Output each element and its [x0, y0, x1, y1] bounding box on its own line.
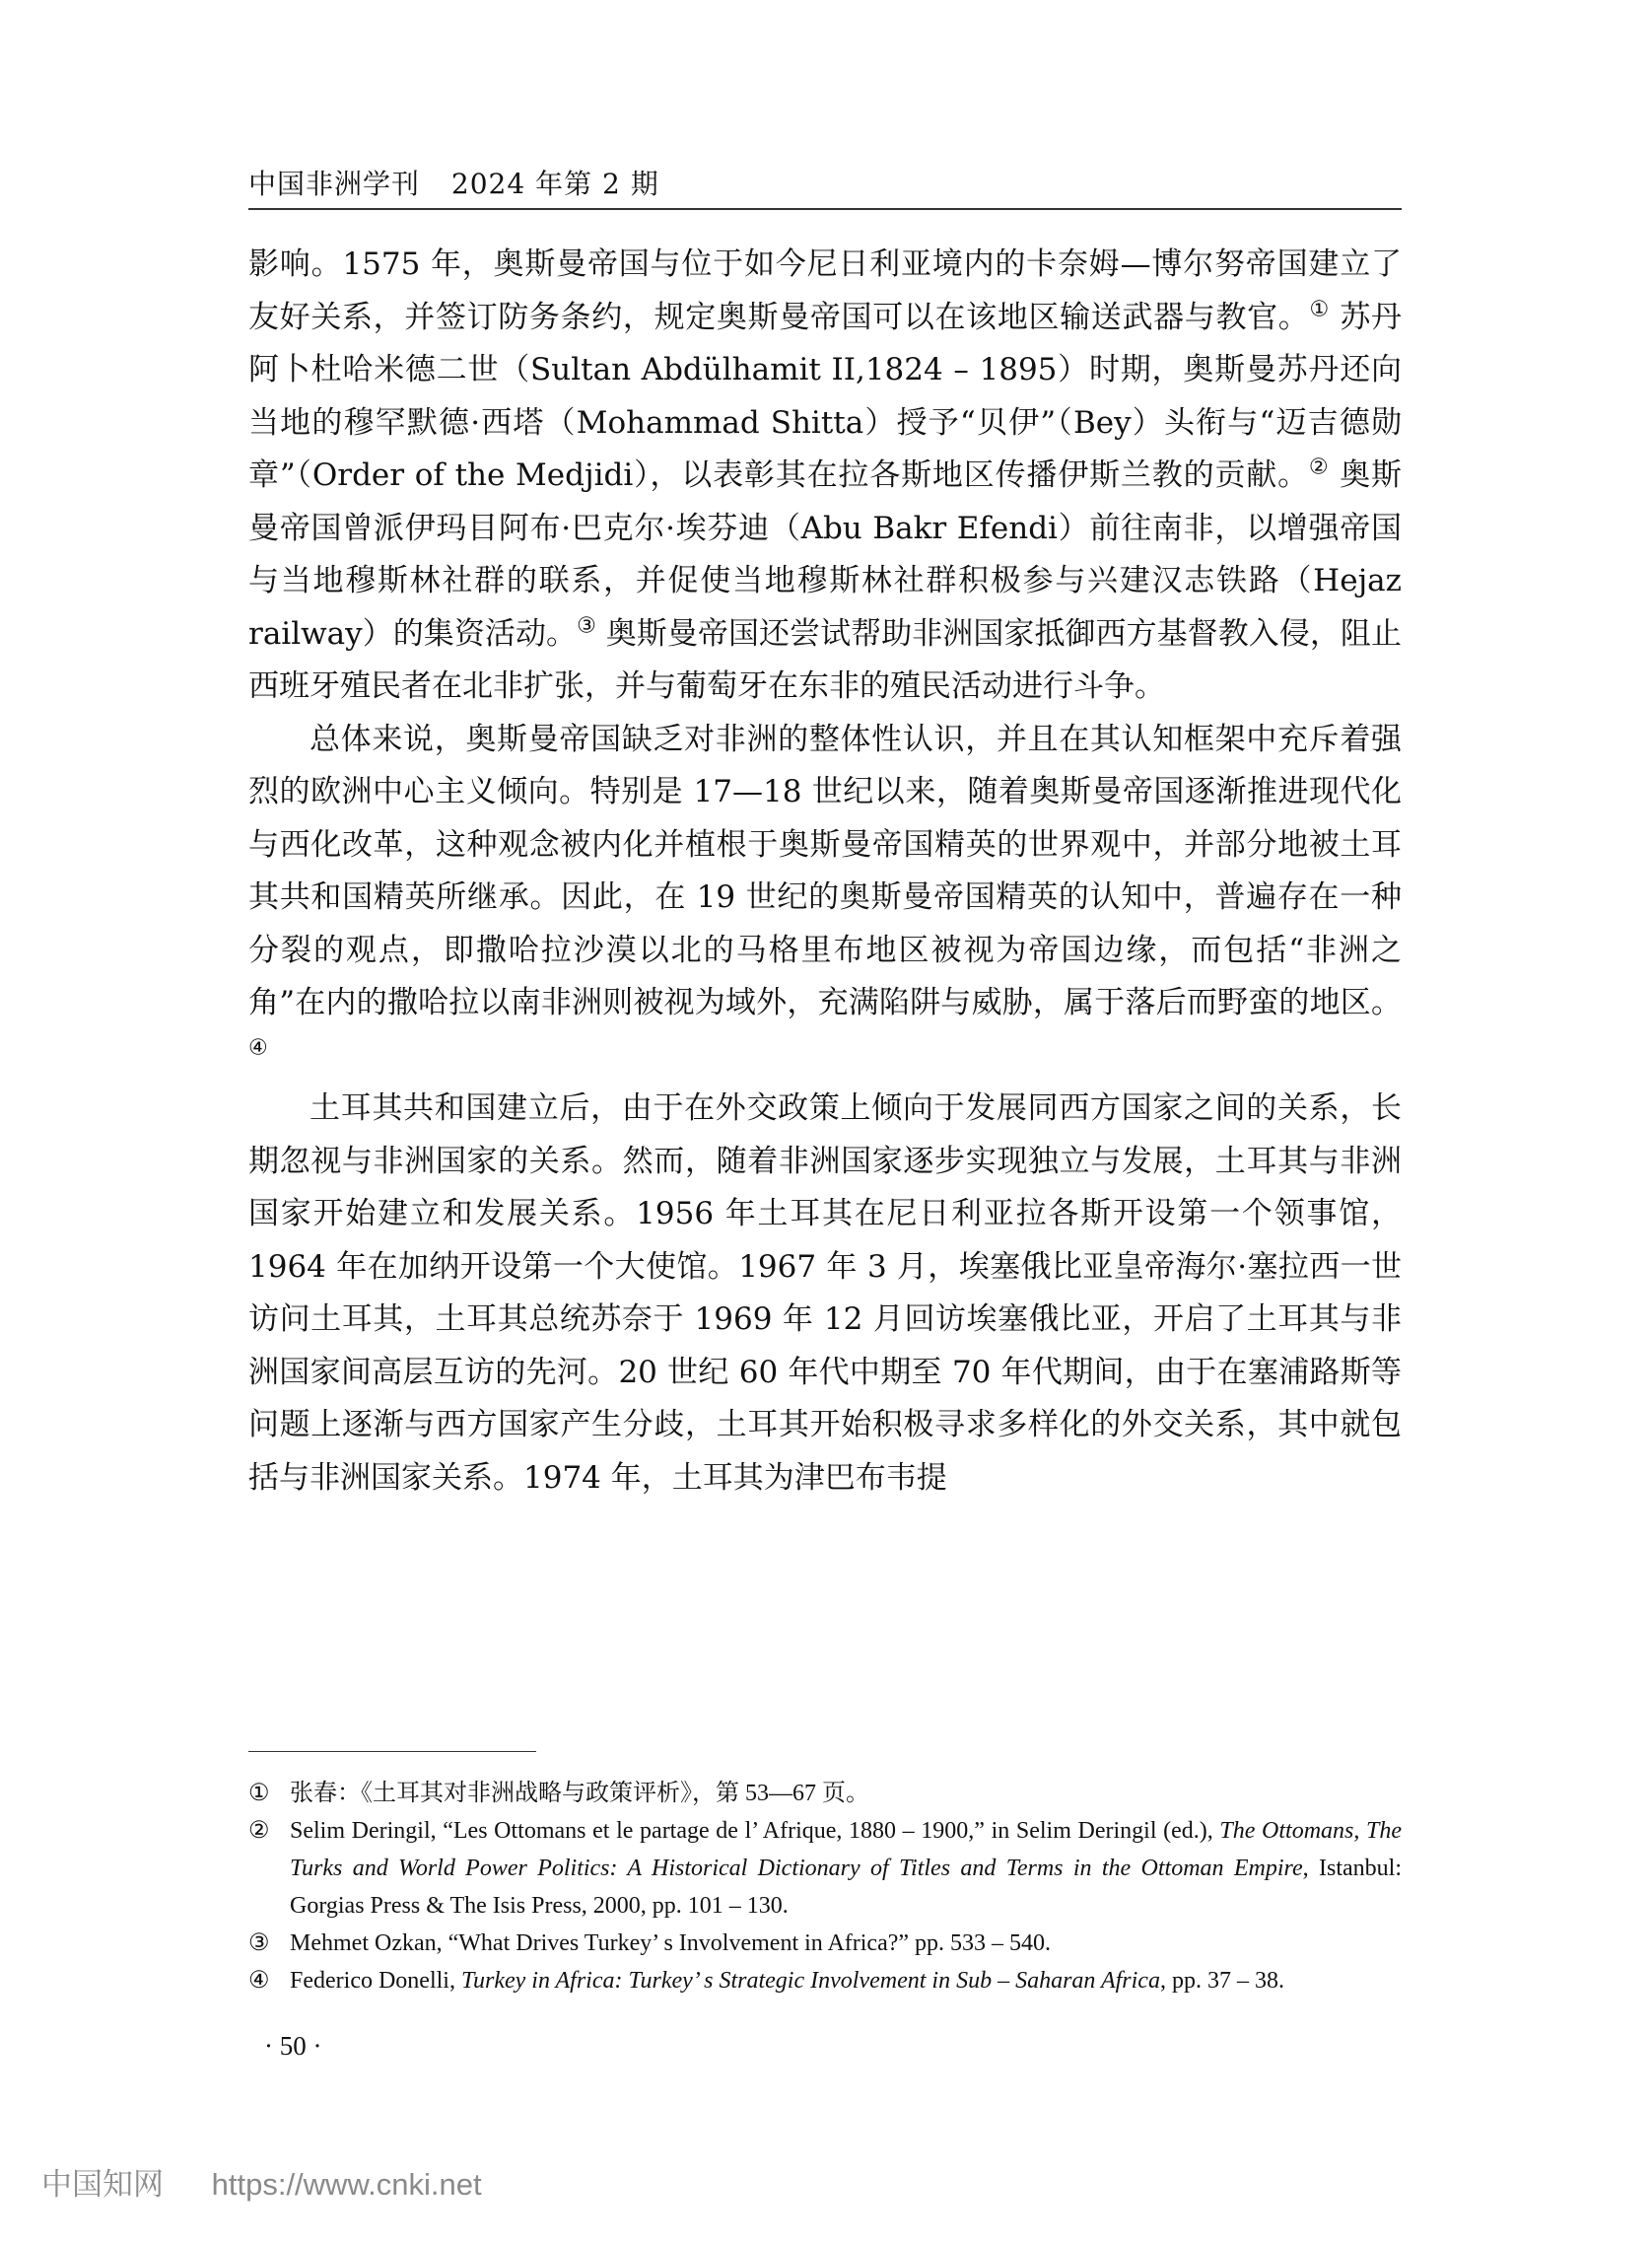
paragraph-text: 土耳其共和国建立后，由于在外交政策上倾向于发展同西方国家之间的关系，长期忽视与非洲国家的关系。然而，随着非洲国家逐步实现独立与发展，土耳其与非洲国家开始建立和发展关系。1956 年土耳其在尼日利亚拉各斯开设第一个领事馆，1964 年在加纳开设第一个大使馆。1967 年 3 月，埃塞俄比亚皇帝海尔·塞拉西一世访问土耳其，土耳其总统苏奈于 1969 年 12 月回访埃塞俄比亚，开启了土耳其与非洲国家间高层互访的先河。20 世纪 60 年代中期至 70 年代期间，由于在塞浦路斯等问题上逐渐与西方国家产生分歧，土耳其开始积极寻求多样化的外交关系，其中就包括与非洲国家关系。1974 年，土耳其为津巴布韦提 [248, 1090, 1402, 1496]
paragraph-text: 苏丹阿卜杜哈米德二世（Sultan Abdülhamit II,1824 – 1895）时期，奥斯曼苏丹还向当地的穆罕默德·西塔（Mohammad Shitta）授予“贝伊”（Bey）头衔与“迈吉德勋章”（Order of the Medjidi），以表彰其在拉各斯地区传播伊斯兰教的贡献。 [248, 299, 1403, 493]
footnote [248, 1962, 1402, 1999]
citation-text: Mehmet Ozkan, “What Drives Turkey’ s Involvement in Africa?” pp. 533 – 540. [290, 1930, 1052, 1956]
footnote-number: ③ [248, 1930, 270, 1956]
footnote-reference[interactable]: ② [1308, 455, 1330, 480]
journal-name: 中国非洲学刊 [248, 168, 421, 200]
citation-text: Selim Deringil, “Les Ottomans et le partage de l’ Afrique, 1880 – 1900,” in Selim Deringil (ed.), [290, 1818, 1220, 1844]
cnki-watermark [41, 2159, 482, 2204]
citation-text: 张春：《土耳其对非洲战略与政策评析》，第 53—67 页。 [290, 1781, 869, 1806]
page-number: · 50 · [264, 2031, 322, 2061]
header-rule [248, 208, 1402, 210]
footnote-number: ② [248, 1818, 270, 1844]
issue-label: 2024 年第 2 期 [450, 168, 659, 200]
footnotes [248, 1775, 1402, 1999]
paragraph [248, 1083, 1402, 1505]
paragraph-text: 奥斯曼帝国曾派伊玛目阿布·巴克尔·埃芬迪（Abu Bakr Efendi）前往南非，以增强帝国与当地穆斯林社群的联系，并促使当地穆斯林社群积极参与兴建汉志铁路（Hejaz railway）的集资活动。 [248, 457, 1402, 652]
citation-title: Turkey in Africa: Turkey’ s Strategic Involvement in Sub – Saharan Africa [460, 1968, 1160, 1994]
footnote-reference[interactable]: ④ [248, 1035, 268, 1061]
running-header [248, 163, 1402, 202]
footnote-number: ① [248, 1781, 270, 1806]
footnote-text [290, 1775, 1402, 1812]
citation-title: The Ottomans, The Turks and World Power Politics: A Historical Dictionary of Titles and Terms in the Ottoman Empire [290, 1818, 1402, 1881]
citation-text: , Istanbul: Gorgias Press & The Isis Press, 2000, pp. 101 – 130. [290, 1856, 1402, 1919]
footnote [248, 1925, 1402, 1962]
footnote [248, 1812, 1402, 1925]
footnote-text [290, 1925, 1402, 1962]
footnote-text [290, 1812, 1402, 1925]
article-body [248, 239, 1402, 1505]
footnote-reference[interactable]: ① [1309, 297, 1330, 322]
footnote-number: ④ [248, 1968, 270, 1994]
watermark-brand: 中国知网 [41, 2167, 164, 2202]
paragraph-text: 奥斯曼帝国还尝试帮助非洲国家抵御西方基督教入侵，阻止西班牙殖民者在北非扩张，并与葡萄牙在东非的殖民活动进行斗争。 [248, 615, 1402, 704]
paragraph-text: 总体来说，奥斯曼帝国缺乏对非洲的整体性认识，并且在其认知框架中充斥着强烈的欧洲中心主义倾向。特别是 17—18 世纪以来，随着奥斯曼帝国逐渐推进现代化与西化改革，这种观念被内化并植根于奥斯曼帝国精英的世界观中，并部分地被土耳其共和国精英所继承。因此，在 19 世纪的奥斯曼帝国精英的认知中，普遍存在一种分裂的观点，即撒哈拉沙漠以北的马格里布地区被视为帝国边缘，而包括“非洲之角”在内的撒哈拉以南非洲则被视为域外，充满陷阱与威胁，属于落后而野蛮的地区。 [248, 721, 1402, 1020]
citation-text: Federico Donelli, [290, 1968, 461, 1994]
paragraph-text: 影响。1575 年，奥斯曼帝国与位于如今尼日利亚境内的卡奈姆—博尔努帝国建立了友好关系，并签订防务条约，规定奥斯曼帝国可以在该地区输送武器与教官。 [248, 246, 1402, 335]
paragraph [248, 239, 1402, 714]
footnote-text [290, 1962, 1402, 1999]
citation-text: , pp. 37 – 38. [1159, 1968, 1284, 1994]
watermark-url[interactable]: https://www.cnki.net [211, 2167, 482, 2202]
footnote-separator [248, 1751, 536, 1752]
footnote [248, 1775, 1402, 1812]
paragraph [248, 714, 1402, 1084]
footnote-reference[interactable]: ③ [577, 613, 596, 639]
